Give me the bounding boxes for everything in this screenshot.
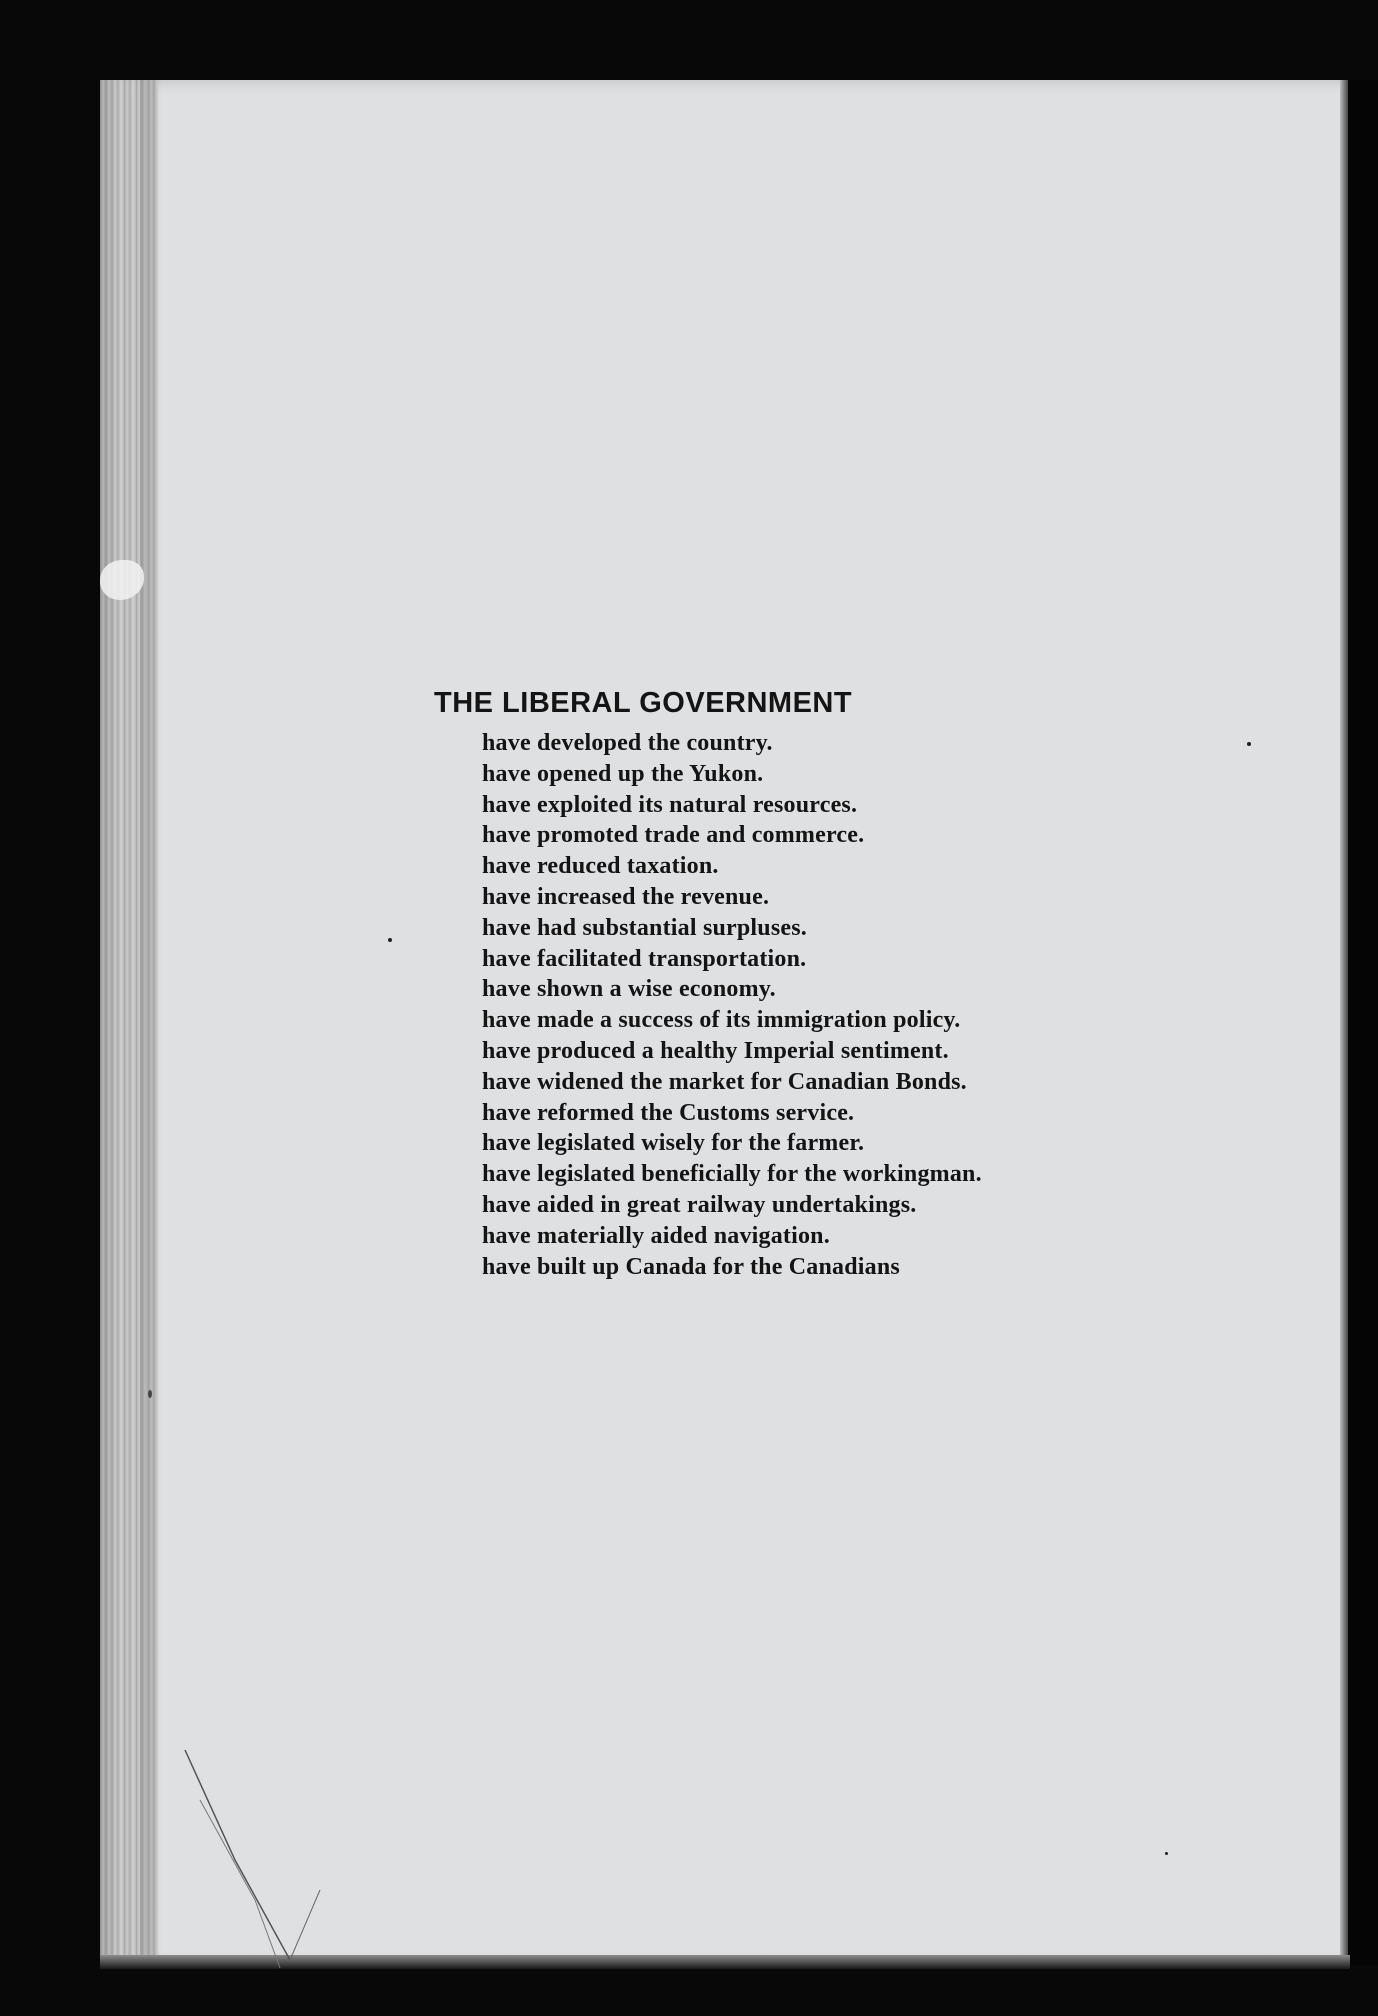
list-item: have facilitated transportation.	[482, 945, 807, 972]
list-item: have opened up the Yukon.	[482, 760, 764, 787]
achievement-list	[434, 728, 982, 1282]
dust-speck	[388, 938, 392, 942]
dust-speck	[1165, 1852, 1168, 1855]
dust-speck	[1247, 742, 1251, 746]
list-item: have exploited its natural resources.	[482, 791, 858, 818]
list-item: have increased the revenue.	[482, 883, 770, 910]
list-item: have produced a healthy Imperial sentiment.	[482, 1037, 949, 1064]
list-item: have shown a wise economy.	[482, 976, 776, 1003]
dust-speck	[148, 1390, 152, 1398]
list-item: have made a success of its immigration policy.	[482, 1007, 961, 1034]
list-item: have widened the market for Canadian Bonds.	[482, 1068, 967, 1095]
bottom-page-edge	[100, 1955, 1350, 1969]
document-text-block	[434, 686, 982, 1282]
list-item: have aided in great railway undertakings.	[482, 1191, 917, 1218]
document-heading: THE LIBERAL GOVERNMENT	[434, 687, 853, 719]
list-item: have legislated wisely for the farmer.	[482, 1130, 865, 1157]
list-item: have legislated beneficially for the workingman.	[482, 1161, 982, 1188]
list-item: have had substantial surpluses.	[482, 914, 807, 941]
list-item: have reformed the Customs service.	[482, 1099, 855, 1126]
list-item: have promoted trade and commerce.	[482, 822, 865, 849]
list-item: have developed the country.	[482, 730, 773, 756]
list-item: have built up Canada for the Canadians	[482, 1253, 900, 1280]
list-item: have reduced taxation.	[482, 853, 719, 880]
right-border	[1348, 80, 1378, 1965]
list-item: have materially aided navigation.	[482, 1222, 830, 1249]
binding-shadow	[140, 80, 162, 1965]
